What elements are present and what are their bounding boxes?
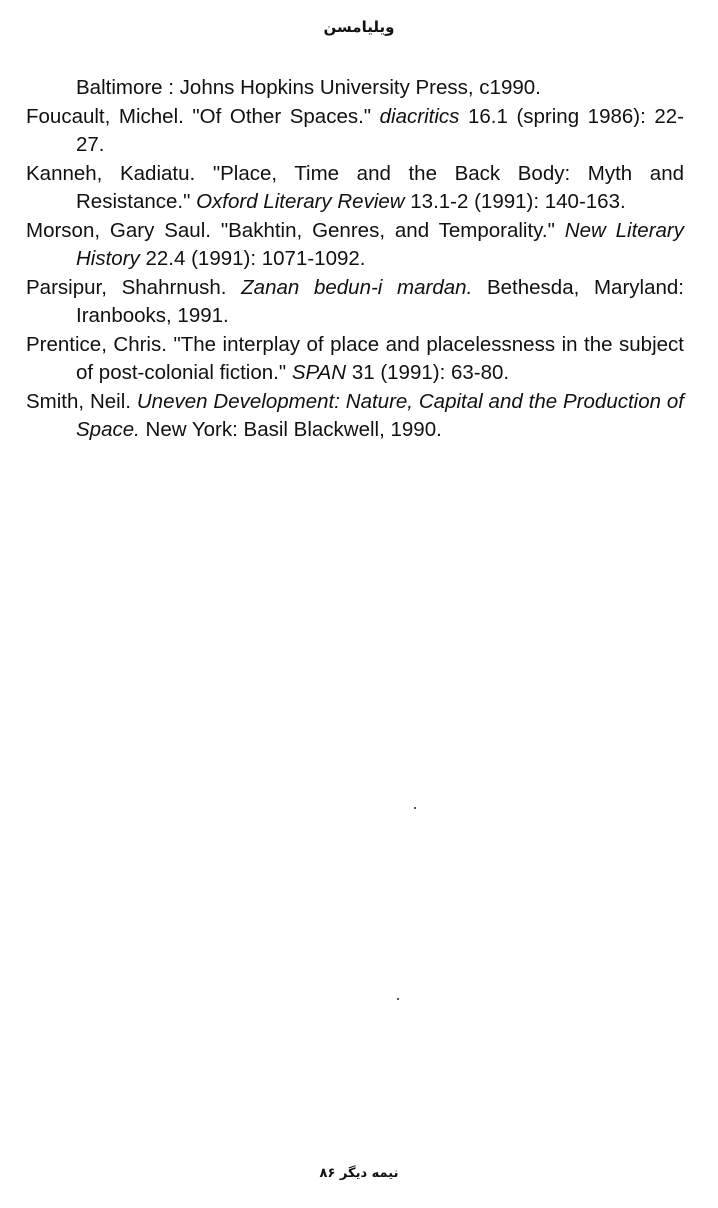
reference-entry: [26, 274, 684, 331]
reference-entry: [26, 160, 684, 217]
reference-book-title: Zanan bedun-i mardan.: [241, 275, 473, 299]
reference-title: "The interplay of place and placelessness in the subject of post-colonial fiction.": [76, 332, 684, 384]
scan-speck: [414, 807, 416, 809]
reference-entry: [26, 388, 684, 445]
reference-publication-info: 13.1-2 (1991): 140-163.: [410, 190, 626, 213]
reference-title: "Place, Time and the Back Body: Myth and Resistance.": [76, 161, 685, 213]
reference-author: Prentice, Chris.: [26, 332, 167, 356]
running-footer: نیمه دیگر ۸۶: [319, 1166, 399, 1181]
reference-title: "Bakhtin, Genres, and Temporality.": [220, 218, 555, 242]
reference-author: Parsipur, Shahrnush.: [26, 275, 227, 299]
reference-book-title: Uneven Development: Nature, Capital and the Production of Space.: [76, 389, 684, 441]
reference-author: Morson, Gary Saul.: [26, 218, 211, 242]
reference-publication-info: 22.4 (1991): 1071-1092.: [145, 247, 366, 270]
reference-entry: [26, 74, 684, 103]
reference-author: Kanneh, Kadiatu.: [26, 161, 196, 185]
running-header: ویلیامسن: [323, 18, 395, 36]
scan-speck: [397, 998, 399, 1000]
reference-entry: [26, 217, 684, 274]
reference-publication-info: 31 (1991): 63-80.: [351, 361, 510, 384]
references-list: [26, 74, 684, 445]
reference-journal: SPAN: [291, 361, 347, 384]
reference-publication-info: 16.1 (spring 1986): 22-27.: [76, 104, 685, 156]
reference-publication-info: New York: Basil Blackwell, 1990.: [145, 418, 442, 441]
reference-journal: Oxford Literary Review: [196, 190, 405, 213]
reference-entry: [26, 103, 684, 160]
reference-publication-info: Bethesda, Maryland: Iranbooks, 1991.: [76, 275, 684, 327]
reference-title: "Of Other Spaces.": [192, 104, 372, 128]
reference-journal: diacritics: [379, 104, 460, 128]
reference-journal: New Literary History: [76, 218, 685, 270]
reference-entry: [26, 331, 684, 388]
reference-author: Foucault, Michel.: [26, 104, 184, 128]
reference-publication-info: Baltimore : Johns Hopkins University Press, c1990.: [76, 76, 541, 99]
reference-author: Smith, Neil.: [26, 389, 131, 413]
